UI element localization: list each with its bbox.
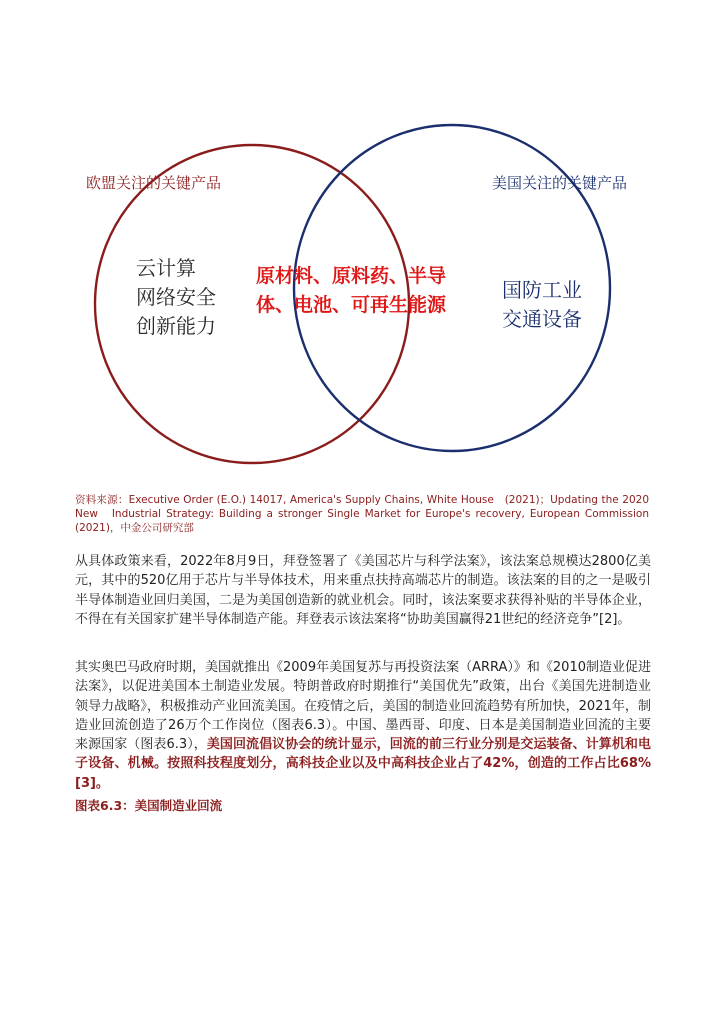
paragraph-2-emphasis: 美国回流倡议协会的统计显示，回流的前三行业分别是交运装备、计算机和电子设备、机械。按照科技程度划分，高科技企业以及中高科技企业占了42%，创造的工作占比68%[3]。 [75,737,651,791]
paragraph-2-text: 其实奥巴马政府时期，美国就推出《2009年美国复苏与再投资法案（ARRA）》和《2010制造业促进法案》，以促进美国本土制造业发展。特朗普政府时期推行“美国优先”政策，出台《美国先进制造业领导力战略》，积极推动产业回流美国。在疫情之后，美国的制造业回流趋势有所加快，2021年，制造业回流创造了26万个工作岗位（图表6.3）。中国、墨西哥、印度、日本是美国制造业回流的主要来源国家（图表6.3）， [75,660,651,753]
us-item: 交通设备 [502,307,582,331]
shared-list [256,262,446,320]
us-item: 国防工业 [502,278,582,302]
body-paragraph-2 [75,658,651,793]
eu-item: 创新能力 [136,314,216,338]
shared-line: 体、电池、可再生能源 [256,294,447,316]
venn-diagram [0,0,724,480]
us-circle-title: 美国关注的关键产品 [492,174,628,192]
shared-line: 原材料、原料药、半导 [256,265,447,287]
us-only-list [502,276,582,334]
venn-circles [0,0,724,480]
eu-only-list [136,254,216,341]
source-note: 资料来源：Executive Order (E.O.) 14017, America's Supply Chains, White House (2021)；Updating the 2020 New Industrial Strategy: Building a stronger Single Market for Europe's recovery, European Commission (2021)，中金公司研究部 [75,494,649,534]
figure-caption: 图表6.3：美国制造业回流 [75,798,223,813]
eu-circle-title: 欧盟关注的关键产品 [86,174,222,192]
eu-item: 网络安全 [136,285,216,309]
body-paragraph-1: 从具体政策来看，2022年8月9日，拜登签署了《美国芯片与科学法案》，该法案总规模达2800亿美元，其中的520亿用于芯片与半导体技术，用来重点扶持高端芯片的制造。该法案的目的之一是吸引半导体制造业回归美国，二是为美国创造新的就业机会。同时，该法案要求获得补贴的半导体企业，不得在有关国家扩建半导体制造产能。拜登表示该法案将“协助美国赢得21世纪的经济竞争”[2]。 [75,554,651,627]
eu-item: 云计算 [136,256,196,280]
